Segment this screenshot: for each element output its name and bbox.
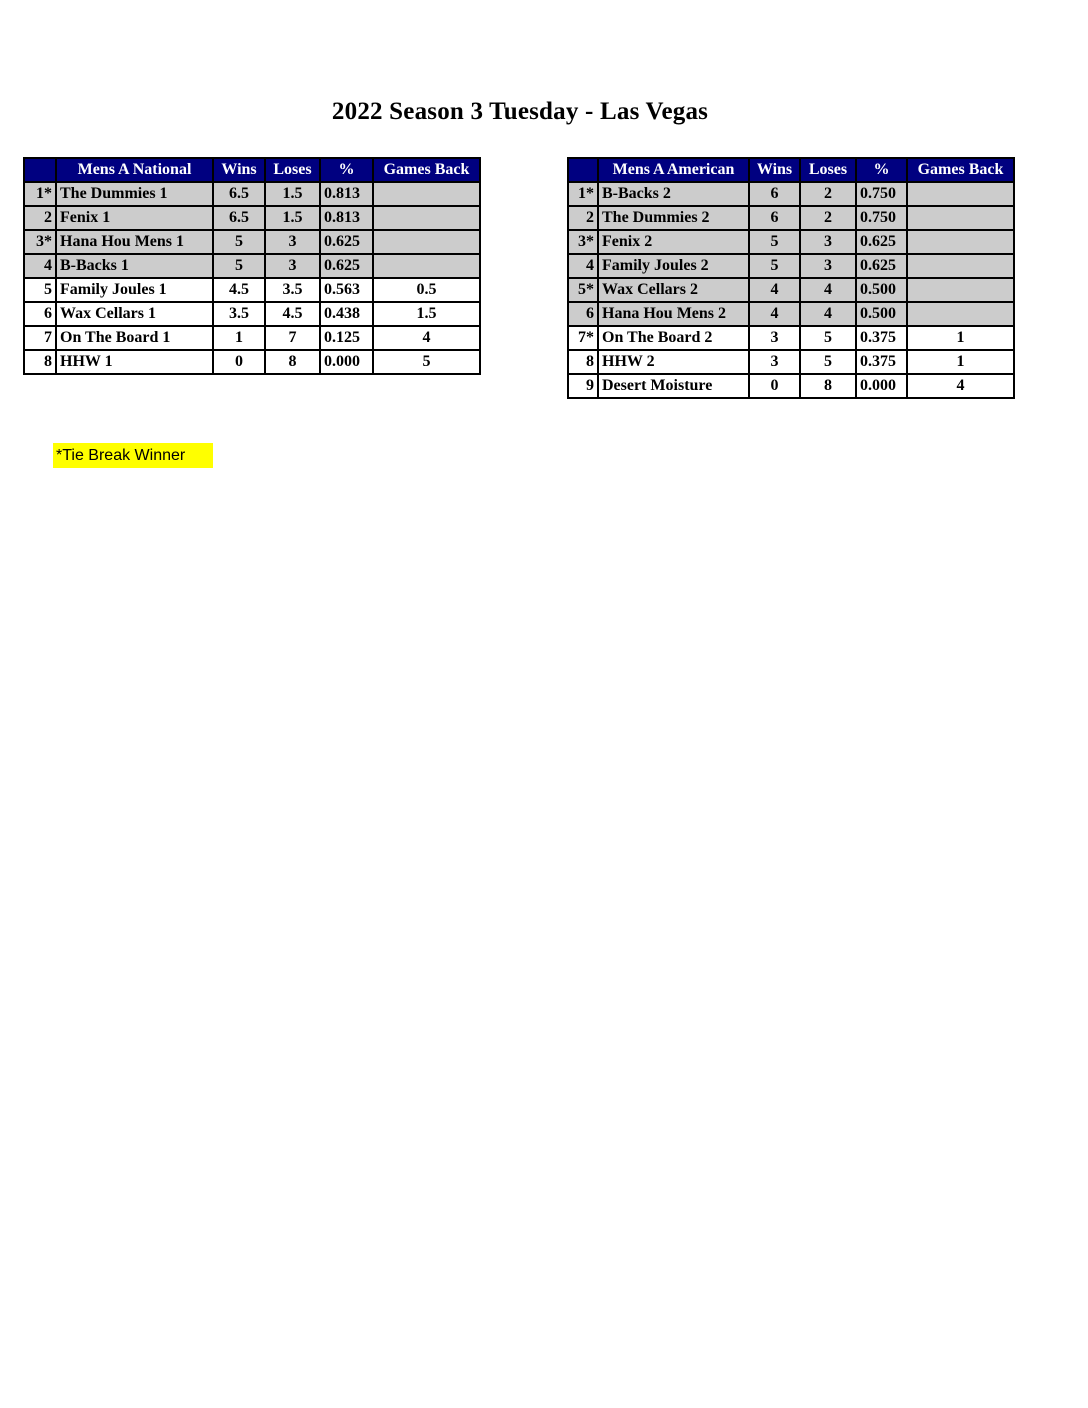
wins-cell: 3.5 [213,302,265,326]
table-row [568,278,1014,302]
wins-cell: 5 [749,230,800,254]
table-row [568,182,1014,206]
pct-cell: 0.000 [320,350,373,374]
rank-cell: 4 [24,254,56,278]
table-row [24,182,480,206]
loses-cell: 2 [800,206,856,230]
rank-cell: 1* [568,182,598,206]
loses-cell: 3.5 [265,278,320,302]
table-row [24,302,480,326]
team-name-cell: B-Backs 1 [56,254,213,278]
pct-cell: 0.625 [856,254,907,278]
tie-break-note: *Tie Break Winner [53,443,213,468]
games-back-cell: 5 [373,350,480,374]
team-name-cell: Hana Hou Mens 2 [598,302,749,326]
team-name-cell: Hana Hou Mens 1 [56,230,213,254]
rank-cell: 8 [568,350,598,374]
team-name-cell: Family Joules 1 [56,278,213,302]
header-wins: Wins [749,158,800,182]
header-rank [568,158,598,182]
games-back-cell [373,230,480,254]
loses-cell: 8 [800,374,856,398]
team-name-cell: HHW 1 [56,350,213,374]
table-row [568,230,1014,254]
wins-cell: 0 [749,374,800,398]
pct-cell: 0.750 [856,206,907,230]
games-back-cell [373,254,480,278]
games-back-cell [373,182,480,206]
loses-cell: 5 [800,350,856,374]
wins-cell: 4 [749,278,800,302]
pct-cell: 0.500 [856,302,907,326]
team-name-cell: Family Joules 2 [598,254,749,278]
rank-cell: 9 [568,374,598,398]
games-back-cell: 1.5 [373,302,480,326]
table-row [24,326,480,350]
wins-cell: 6.5 [213,206,265,230]
table-header-row [568,158,1014,182]
rank-cell: 6 [568,302,598,326]
wins-cell: 6 [749,182,800,206]
pct-cell: 0.625 [320,254,373,278]
games-back-cell: 0.5 [373,278,480,302]
wins-cell: 0 [213,350,265,374]
wins-cell: 6 [749,206,800,230]
table-row [24,254,480,278]
wins-cell: 4 [749,302,800,326]
pct-cell: 0.000 [856,374,907,398]
table-row [24,230,480,254]
pct-cell: 0.813 [320,206,373,230]
loses-cell: 4.5 [265,302,320,326]
loses-cell: 3 [265,254,320,278]
table-row [24,206,480,230]
pct-cell: 0.438 [320,302,373,326]
header-games-back: Games Back [907,158,1014,182]
games-back-cell [373,206,480,230]
wins-cell: 5 [213,254,265,278]
american-standings-table [567,157,1015,399]
wins-cell: 1 [213,326,265,350]
pct-cell: 0.375 [856,326,907,350]
table-row [568,206,1014,230]
games-back-cell: 1 [907,350,1014,374]
wins-cell: 5 [213,230,265,254]
rank-cell: 7* [568,326,598,350]
team-name-cell: B-Backs 2 [598,182,749,206]
rank-cell: 6 [24,302,56,326]
header-pct: % [320,158,373,182]
pct-cell: 0.125 [320,326,373,350]
pct-cell: 0.563 [320,278,373,302]
games-back-cell: 4 [907,374,1014,398]
page-title: 2022 Season 3 Tuesday - Las Vegas [331,98,709,125]
table-row [568,254,1014,278]
header-loses: Loses [800,158,856,182]
header-pct: % [856,158,907,182]
header-wins: Wins [213,158,265,182]
team-name-cell: Fenix 1 [56,206,213,230]
table-header-row [24,158,480,182]
header-rank [24,158,56,182]
games-back-cell [907,230,1014,254]
games-back-cell [907,302,1014,326]
loses-cell: 4 [800,302,856,326]
team-name-cell: HHW 2 [598,350,749,374]
loses-cell: 3 [800,254,856,278]
team-name-cell: Wax Cellars 2 [598,278,749,302]
games-back-cell [907,182,1014,206]
national-standings-table [23,157,481,375]
wins-cell: 3 [749,350,800,374]
table-row [568,374,1014,398]
rank-cell: 1* [24,182,56,206]
header-team: Mens A American [598,158,749,182]
pct-cell: 0.500 [856,278,907,302]
pct-cell: 0.813 [320,182,373,206]
games-back-cell: 4 [373,326,480,350]
rank-cell: 3* [24,230,56,254]
pct-cell: 0.750 [856,182,907,206]
wins-cell: 5 [749,254,800,278]
team-name-cell: The Dummies 1 [56,182,213,206]
rank-cell: 7 [24,326,56,350]
loses-cell: 5 [800,326,856,350]
team-name-cell: Desert Moisture [598,374,749,398]
loses-cell: 4 [800,278,856,302]
header-games-back: Games Back [373,158,480,182]
table-row [24,278,480,302]
team-name-cell: Fenix 2 [598,230,749,254]
games-back-cell: 1 [907,326,1014,350]
games-back-cell [907,254,1014,278]
games-back-cell [907,206,1014,230]
table-row [568,350,1014,374]
table-row [568,302,1014,326]
rank-cell: 2 [568,206,598,230]
pct-cell: 0.375 [856,350,907,374]
wins-cell: 6.5 [213,182,265,206]
loses-cell: 8 [265,350,320,374]
wins-cell: 3 [749,326,800,350]
loses-cell: 1.5 [265,206,320,230]
table-row [24,350,480,374]
team-name-cell: On The Board 2 [598,326,749,350]
header-team: Mens A National [56,158,213,182]
team-name-cell: Wax Cellars 1 [56,302,213,326]
games-back-cell [907,278,1014,302]
rank-cell: 2 [24,206,56,230]
header-loses: Loses [265,158,320,182]
team-name-cell: On The Board 1 [56,326,213,350]
rank-cell: 3* [568,230,598,254]
loses-cell: 2 [800,182,856,206]
rank-cell: 8 [24,350,56,374]
rank-cell: 5 [24,278,56,302]
pct-cell: 0.625 [320,230,373,254]
pct-cell: 0.625 [856,230,907,254]
loses-cell: 3 [265,230,320,254]
loses-cell: 3 [800,230,856,254]
team-name-cell: The Dummies 2 [598,206,749,230]
wins-cell: 4.5 [213,278,265,302]
loses-cell: 7 [265,326,320,350]
loses-cell: 1.5 [265,182,320,206]
table-row [568,326,1014,350]
rank-cell: 5* [568,278,598,302]
rank-cell: 4 [568,254,598,278]
